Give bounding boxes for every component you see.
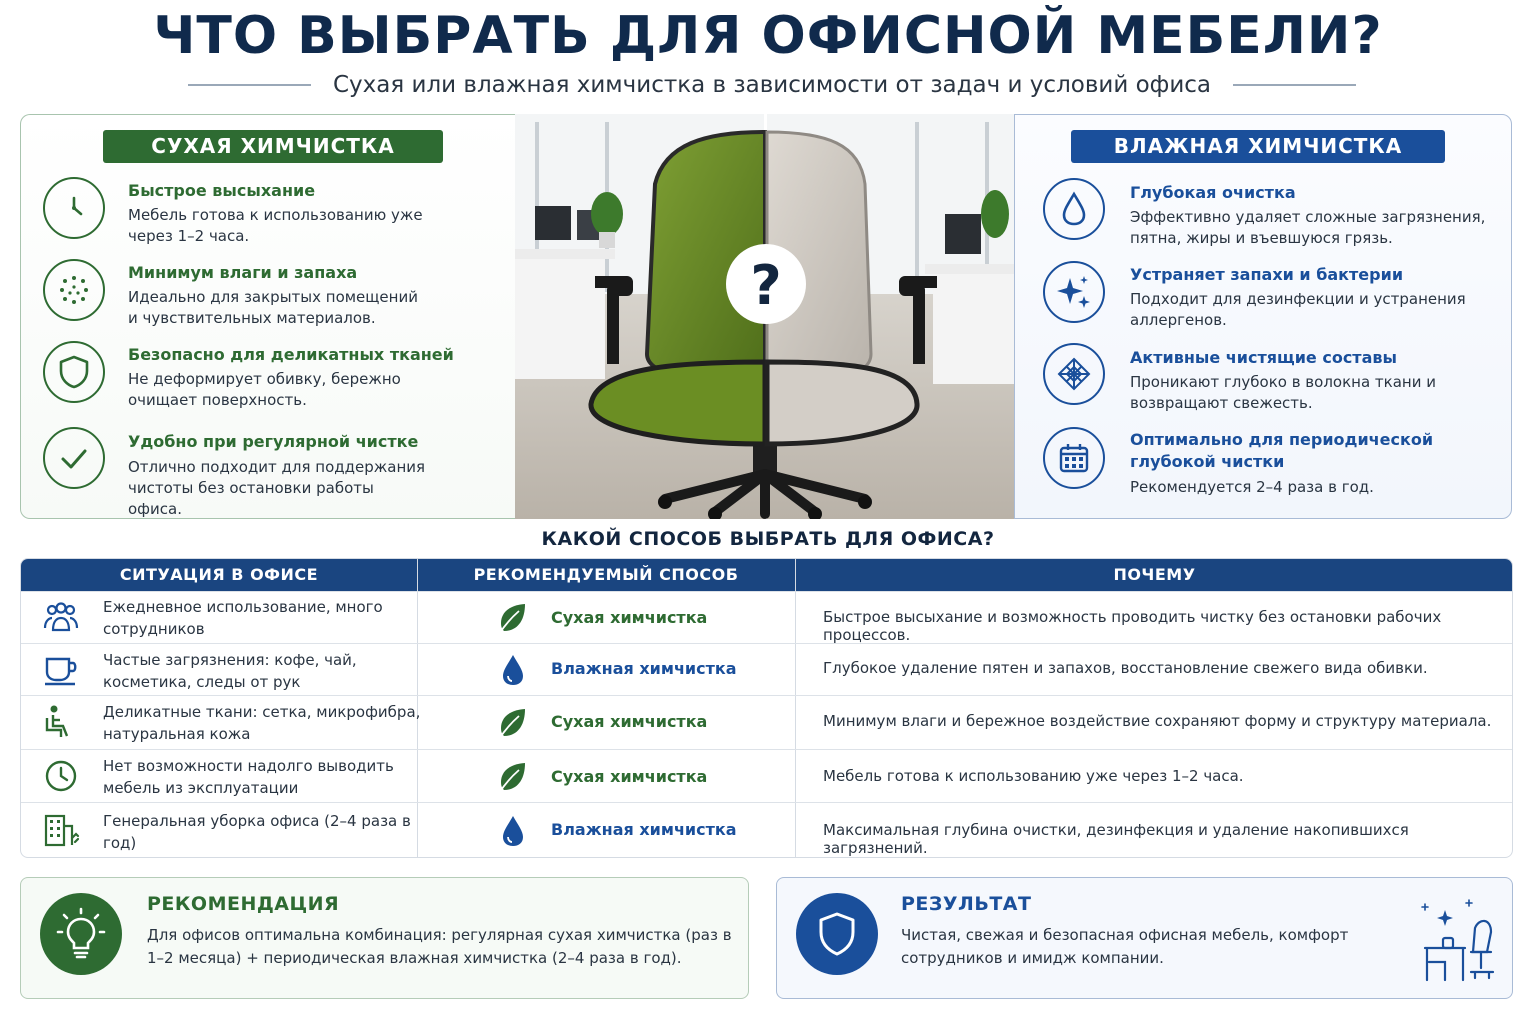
leaf-icon xyxy=(495,705,531,741)
table-row xyxy=(21,643,1512,695)
comparison-table xyxy=(20,558,1513,858)
table-row xyxy=(21,591,1512,643)
leaf-icon xyxy=(495,600,531,636)
feature-title: Глубокая очистка xyxy=(1130,183,1296,202)
situation-text: Деликатные ткани: сетка, микрофибра, натуральная кожа xyxy=(103,703,421,743)
situation-text: Частые загрязнения: кофе, чай, косметика, следы от рук xyxy=(103,651,357,691)
table-row xyxy=(21,802,1512,858)
wet-cleaning-panel xyxy=(1014,114,1512,519)
feature-text: Эффективно удаляет сложные загрязнения, пятна, жиры и въевшуюся грязь. xyxy=(1130,208,1486,247)
method-text: Влажная химчистка xyxy=(551,659,737,678)
drop-icon xyxy=(1043,178,1105,240)
situation-text: Генеральная уборка офиса (2–4 раза в год) xyxy=(103,812,411,852)
check-icon xyxy=(43,427,105,489)
feature-title: Удобно при регулярной чистке xyxy=(128,432,419,451)
drop-icon xyxy=(495,813,531,849)
feature-title: Минимум влаги и запаха xyxy=(128,263,358,282)
why-text: Глубокое удаление пятен и запахов, восстановление свежего вида обивки. xyxy=(823,659,1428,677)
feature-text: Проникают глубоко в волокна ткани и возвращают свежесть. xyxy=(1130,373,1436,412)
method-text: Сухая химчистка xyxy=(551,767,708,786)
column-header-why: ПОЧЕМУ xyxy=(1113,565,1196,584)
leaf-icon xyxy=(495,759,531,795)
recommendation-text: Для офисов оптимальна комбинация: регулярная сухая химчистка (раз в 1–2 месяца) + периодическая влажная химчистка (2–4 раза в год). xyxy=(147,926,732,967)
feature-title: Быстрое высыхание xyxy=(128,181,316,200)
calendar-icon xyxy=(1043,427,1105,489)
office-desk-icon xyxy=(1417,892,1501,988)
table-header xyxy=(21,559,1512,591)
question-mark-badge: ? xyxy=(750,254,782,317)
lightbulb-icon xyxy=(40,893,122,975)
column-header-method: РЕКОМЕНДУЕМЫЙ СПОСОБ xyxy=(473,565,739,584)
feature-text: Идеально для закрытых помещений и чувствительных материалов. xyxy=(128,288,418,327)
fiber-icon xyxy=(1043,343,1105,405)
method-text: Сухая химчистка xyxy=(551,712,708,731)
people-icon xyxy=(41,600,81,636)
why-text: Быстрое высыхание и возможность проводить чистку без остановки рабочих процессов. xyxy=(823,608,1442,644)
method-text: Сухая химчистка xyxy=(551,608,708,627)
recommendation-card xyxy=(20,877,749,999)
dots-icon xyxy=(43,259,105,321)
recommendation-title: РЕКОМЕНДАЦИЯ xyxy=(147,893,340,915)
wet-cleaning-heading: ВЛАЖНАЯ ХИМЧИСТКА xyxy=(1071,130,1445,163)
dry-cleaning-heading: СУХАЯ ХИМЧИСТКА xyxy=(103,130,443,163)
divider-left xyxy=(188,84,311,86)
sparkles-icon xyxy=(1043,261,1105,323)
feature-text: Рекомендуется 2–4 раза в год. xyxy=(1130,478,1374,496)
result-card xyxy=(776,877,1513,999)
situation-text: Ежедневное использование, много сотрудников xyxy=(103,598,383,638)
dry-cleaning-panel xyxy=(20,114,520,519)
feature-text: Отлично подходит для поддержания чистоты без остановки работы офиса. xyxy=(128,458,426,518)
feature-title: Активные чистящие составы xyxy=(1130,348,1397,367)
subtitle-row xyxy=(188,68,1356,102)
clock-icon xyxy=(41,758,81,794)
feature-title: Безопасно для деликатных тканей xyxy=(128,345,454,364)
drop-icon xyxy=(495,652,531,688)
table-row xyxy=(21,749,1512,802)
result-text: Чистая, свежая и безопасная офисная мебель, комфорт сотрудников и имидж компании. xyxy=(901,926,1349,967)
clock-icon xyxy=(43,177,105,239)
table-heading: КАКОЙ СПОСОБ ВЫБРАТЬ ДЛЯ ОФИСА? xyxy=(541,528,995,550)
feature-text: Подходит для дезинфекции и устранения аллергенов. xyxy=(1130,290,1466,329)
feature-text: Мебель готова к использованию уже через 1–2 часа. xyxy=(128,206,423,245)
shield-icon xyxy=(796,893,878,975)
situation-text: Нет возможности надолго выводить мебель из эксплуатации xyxy=(103,757,394,797)
table-row xyxy=(21,695,1512,749)
why-text: Максимальная глубина очистки, дезинфекция и удаление накопившихся загрязнений. xyxy=(823,821,1409,857)
building-icon xyxy=(41,812,81,848)
chair-comparison-photo xyxy=(515,114,1017,519)
feature-text: Не деформирует обивку, бережно очищает поверхность. xyxy=(128,370,401,409)
shield-icon xyxy=(43,341,105,403)
feature-title: Устраняет запахи и бактерии xyxy=(1130,265,1404,284)
cup-icon xyxy=(41,652,81,688)
feature-title: Оптимально для периодической глубокой чистки xyxy=(1130,430,1434,471)
person-chair-icon xyxy=(41,704,81,740)
why-text: Минимум влаги и бережное воздействие сохраняют форму и структуру материала. xyxy=(823,712,1492,730)
result-title: РЕЗУЛЬТАТ xyxy=(901,893,1032,915)
page-title: ЧТО ВЫБРАТЬ ДЛЯ ОФИСНОЙ МЕБЕЛИ? xyxy=(153,6,1383,66)
why-text: Мебель готова к использованию уже через 1–2 часа. xyxy=(823,767,1244,785)
page-subtitle: Сухая или влажная химчистка в зависимости от задач и условий офиса xyxy=(332,72,1212,98)
column-header-situation: СИТУАЦИЯ В ОФИСЕ xyxy=(119,565,319,584)
divider-right xyxy=(1233,84,1356,86)
method-text: Влажная химчистка xyxy=(551,820,737,839)
